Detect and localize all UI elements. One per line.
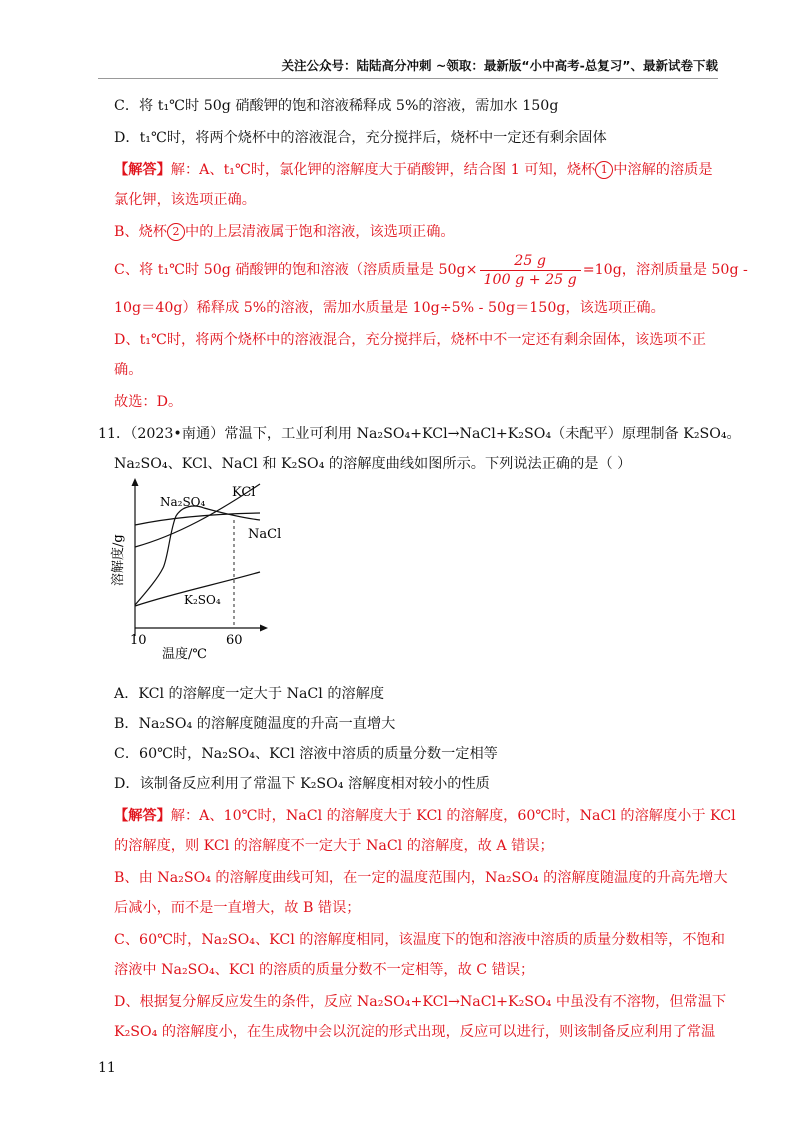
x-tick-60: 60 <box>226 633 243 648</box>
q11-answer-c: C、60℃时，Na₂SO₄、KCl 的溶解度相同，该温度下的饱和溶液中溶质的质量分数相等，不饱和 <box>114 932 725 948</box>
fraction-denominator: 100 g + 25 g <box>483 271 577 288</box>
q10-answer-c <box>114 250 748 290</box>
q11-option-a: A．KCl 的溶解度一定大于 NaCl 的溶解度 <box>114 686 385 702</box>
q11-stem-cont: Na₂SO₄、KCl、NaCl 和 K₂SO₄ 的溶解度曲线如图所示。下列说法正确的是（ ） <box>114 456 632 472</box>
nacl-label: NaCl <box>248 527 282 542</box>
q10-answer-c-cont: 10g＝40g）稀释成 5%的溶液，需加水质量是 10g÷5% - 50g＝150g，该选项正确。 <box>114 300 665 316</box>
answer-text: 解：A、10℃时，NaCl 的溶解度大于 KCl 的溶解度，60℃时，NaCl 的溶解度小于 KCl <box>170 808 736 824</box>
answer-tag: 【解答】 <box>114 162 171 178</box>
circled-number-2: 2 <box>167 223 185 241</box>
q10-answer-a-cont: 氯化钾，该选项正确。 <box>114 192 256 208</box>
answer-text: 中溶解的溶质是 <box>613 162 713 178</box>
circled-number-1: 1 <box>595 161 613 179</box>
q11-answer-a-cont: 的溶解度，则 KCl 的溶解度不一定大于 NaCl 的溶解度，故 A 错误； <box>114 838 554 854</box>
x-axis-label: 温度/℃ <box>162 647 207 660</box>
q10-answer-a <box>114 160 713 180</box>
q11-answer-b-cont: 后减小，而不是一直增大，故 B 错误； <box>114 900 361 916</box>
page-number: 11 <box>98 1060 116 1076</box>
answer-tag: 【解答】 <box>114 808 171 824</box>
y-axis-arrow <box>132 478 139 486</box>
q11-option-d: D．该制备反应利用了常温下 K₂SO₄ 溶解度相对较小的性质 <box>114 776 490 792</box>
solubility-chart <box>108 470 288 660</box>
q11-answer-c-cont: 溶液中 Na₂SO₄、KCl 的溶质的质量分数不一定相等，故 C 错误； <box>114 962 535 978</box>
q10-option-c: C．将 t₁℃时 50g 硝酸钾的饱和溶液稀释成 5%的溶液，需加水 150g <box>114 98 559 114</box>
q10-final-answer: 故选：D。 <box>114 394 183 410</box>
fraction <box>480 252 581 289</box>
fraction-numerator: 25 g <box>480 252 581 271</box>
q11-answer-a <box>114 806 736 826</box>
nacl-curve <box>135 513 260 525</box>
q10-option-d: D．t₁℃时，将两个烧杯中的溶液混合，充分搅拌后，烧杯中一定还有剩余固体 <box>114 130 607 146</box>
q11-option-b: B．Na₂SO₄ 的溶解度随温度的升高一直增大 <box>114 716 396 732</box>
header-divider <box>98 78 718 79</box>
q11-option-c: C．60℃时，Na₂SO₄、KCl 溶液中溶质的质量分数一定相等 <box>114 746 498 762</box>
answer-text: =10g，溶剂质量是 50g - <box>582 262 748 278</box>
q10-answer-b <box>114 222 455 242</box>
x-tick-10: 10 <box>130 633 147 648</box>
answer-text: 中的上层清液属于饱和溶液，该选项正确。 <box>185 224 455 240</box>
x-axis-arrow <box>260 625 268 632</box>
page-header: 关注公众号：陆陆高分冲刺 ~领取：最新版“小中高考-总复习”、最新试卷下载 <box>281 58 718 73</box>
q11-answer-b: B、由 Na₂SO₄ 的溶解度曲线可知，在一定的温度范围内，Na₂SO₄ 的溶解度随温度的升高先增大 <box>114 870 728 886</box>
y-axis-label: 溶解度/g <box>111 534 126 586</box>
q11-answer-d-cont: K₂SO₄ 的溶解度小，在生成物中会以沉淀的形式出现，反应可以进行，则该制备反应利用了常温 <box>114 1024 716 1040</box>
q10-answer-d-cont: 确。 <box>114 362 143 378</box>
q11-answer-d: D、根据复分解反应发生的条件，反应 Na₂SO₄+KCl→NaCl+K₂SO₄ 中虽没有不溶物，但常温下 <box>114 994 727 1010</box>
kcl-label: KCl <box>232 485 256 500</box>
q11-stem: 11．（2023•南通）常温下，工业可利用 Na₂SO₄+KCl→NaCl+K₂SO₄（未配平）原理制备 K₂SO₄。 <box>98 426 741 442</box>
q10-answer-d: D、t₁℃时，将两个烧杯中的溶液混合，充分搅拌后，烧杯中不一定还有剩余固体，该选项不正 <box>114 332 706 348</box>
answer-text: C、将 t₁℃时 50g 硝酸钾的饱和溶液（溶质质量是 50g× <box>114 262 478 278</box>
k2so4-label: K₂SO₄ <box>184 593 221 607</box>
answer-text: B、烧杯 <box>114 224 167 240</box>
answer-text: 解：A、t₁℃时，氯化钾的溶解度大于硝酸钾，结合图 1 可知，烧杯 <box>170 162 596 178</box>
na2so4-label: Na₂SO₄ <box>160 495 206 509</box>
